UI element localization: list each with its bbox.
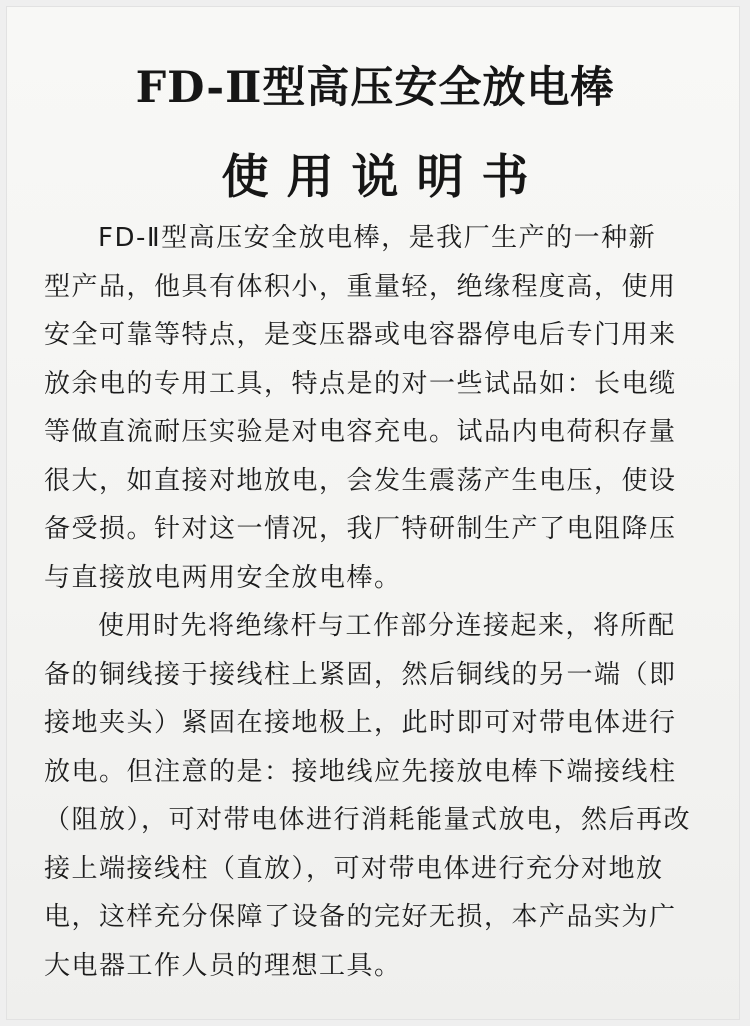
- paragraph-line: 很大，如直接对地放电，会发生震荡产生电压，使设: [44, 465, 677, 496]
- paragraph-line: 备受损。针对这一情况，我厂特研制生产了电阻降压: [44, 514, 677, 544]
- paragraph-line: 等做直流耐压实验是对电容充电。试品内电荷积存量: [44, 417, 677, 447]
- paragraph-1: [44, 214, 734, 602]
- paragraph-line: 放电。但注意的是：接地线应先接放电棒下端接线柱: [44, 756, 677, 787]
- paragraph-line: 接上端接线柱（直放），可对带电体进行充分对地放: [44, 853, 664, 884]
- paragraph-line: 放余电的专用工具，特点是的对一些试品如：长电缆: [44, 368, 677, 399]
- paragraph-line: 电，这样充分保障了设备的完好无损，本产品实为广: [44, 902, 677, 932]
- paragraph-line: 大电器工作人员的理想工具。: [44, 950, 402, 981]
- paragraph-line: 使用时先将绝缘杆与工作部分连接起来，将所配: [98, 611, 676, 641]
- paragraph-line: 与直接放电两用安全放电棒。: [44, 562, 402, 593]
- paragraph-line: FD-Ⅱ型高压安全放电棒，是我厂生产的一种新: [98, 223, 657, 253]
- paragraph-line: 备的铜线接于接线柱上紧固，然后铜线的另一端（即: [44, 659, 677, 690]
- paragraph-line: 安全可靠等特点，是变压器或电容器停电后专门用来: [44, 320, 677, 350]
- document-title: FD-Ⅱ型高压安全放电棒: [135, 63, 615, 113]
- paragraph-line: 型产品，他具有体积小，重量轻，绝缘程度高，使用: [44, 271, 677, 302]
- paragraph-line: （阻放），可对带电体进行消耗能量式放电，然后再改: [44, 805, 692, 835]
- document-subtitle: 使用说明书: [221, 150, 547, 205]
- document-body: [44, 214, 734, 990]
- paragraph-line: 接地夹头）紧固在接地极上，此时即可对带电体进行: [44, 708, 677, 738]
- paragraph-2: [44, 602, 734, 990]
